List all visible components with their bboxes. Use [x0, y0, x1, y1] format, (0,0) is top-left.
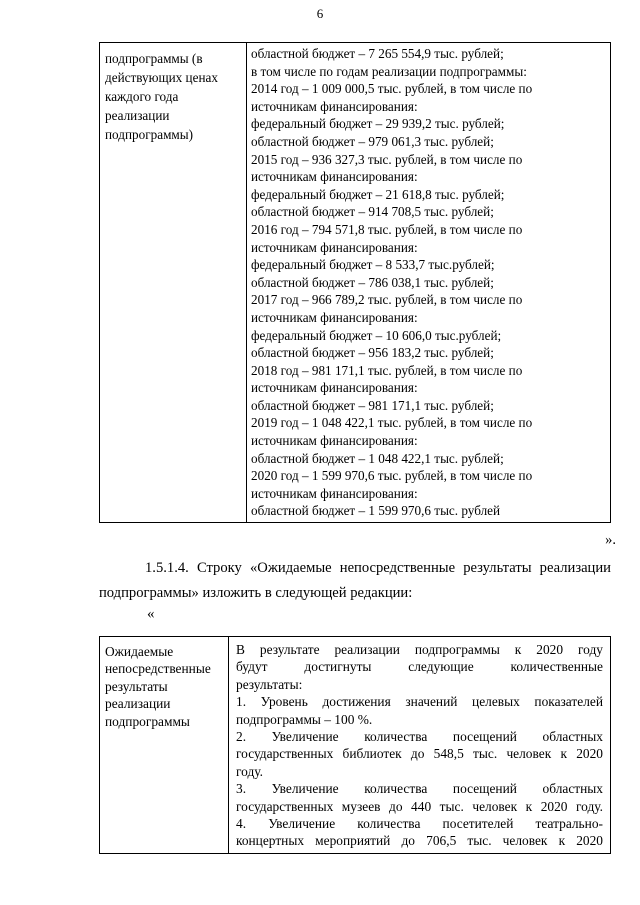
value-line: 2015 год – 936 327,3 тыс. рублей, в том числе по — [251, 151, 523, 167]
value-line: областной бюджет – 7 265 554,9 тыс. рублей; — [251, 46, 504, 61]
page-number: 6 — [316, 6, 324, 21]
label-line: подпрограммы) — [105, 127, 194, 142]
value-line: 2016 год – 794 571,8 тыс. рублей, в том числе по — [251, 221, 523, 237]
results-table — [99, 636, 611, 854]
amendment-paragraph: 1.5.1.4. Строку «Ожидаемые непосредственные результаты реализации подпрограммы» изложить в следующей редакции: — [99, 560, 611, 601]
value-line: источникам финансирования: — [251, 433, 418, 449]
value-line: источникам финансирования: — [251, 98, 418, 114]
value-line: федеральный бюджет – 10 606,0 тыс.рублей; — [251, 327, 502, 343]
table-row — [100, 43, 611, 523]
value-line: источникам финансирования: — [251, 485, 418, 501]
value-line: 2014 год – 1 009 000,5 тыс. рублей, в том числе по — [251, 81, 533, 97]
label-line: подпрограммы (в — [105, 51, 203, 66]
value-line: 2. Увеличение количества посещений областных — [236, 729, 603, 745]
value-line: 4. Увеличение количества посетителей театрально- — [236, 816, 603, 832]
value-line: источникам финансирования: — [251, 309, 418, 325]
value-line: государственных библиотек до 548,5 тыс. человек к 2020 — [236, 746, 603, 762]
label-line: результаты — [105, 678, 168, 694]
value-line: областной бюджет – 979 061,3 тыс. рублей; — [251, 133, 494, 149]
value-line: федеральный бюджет – 29 939,2 тыс. рублей; — [251, 116, 505, 132]
label-line: Ожидаемые — [105, 644, 174, 659]
value-line: областной бюджет – 786 038,1 тыс. рублей; — [251, 274, 494, 290]
results-label-cell — [100, 637, 229, 854]
value-line: 2019 год – 1 048 422,1 тыс. рублей, в том числе по — [251, 415, 533, 431]
value-line: 1. Уровень достижения значений целевых показателей — [236, 694, 603, 710]
label-line: каждого года — [105, 89, 179, 104]
label-line: непосредственные — [105, 661, 211, 677]
value-line: источникам финансирования: — [251, 380, 418, 396]
opening-quote: « — [147, 606, 155, 622]
value-line: концертных мероприятий до 706,5 тыс. человек к 2020 — [236, 833, 603, 849]
value-line: 2017 год – 966 789,2 тыс. рублей, в том числе по — [251, 292, 523, 308]
budget-value-cell — [247, 43, 611, 523]
value-line: федеральный бюджет – 21 618,8 тыс. рублей; — [251, 186, 505, 202]
label-line: реализации — [105, 108, 170, 123]
value-line: государственных музеев до 440 тыс. человек к 2020 году. — [236, 798, 603, 814]
value-line: областной бюджет – 956 183,2 тыс. рублей; — [251, 345, 494, 361]
value-line: федеральный бюджет – 8 533,7 тыс.рублей; — [251, 257, 495, 273]
results-value-cell — [229, 637, 611, 854]
closing-quote: ». — [605, 532, 616, 548]
label-line: действующих ценах — [105, 70, 218, 85]
value-line: 2018 год – 981 171,1 тыс. рублей, в том числе по — [251, 362, 523, 378]
value-line: результаты: — [236, 676, 303, 692]
table-row — [100, 637, 611, 854]
value-line: В результате реализации подпрограммы к 2020 году — [236, 642, 603, 657]
value-line: 3. Увеличение количества посещений областных — [236, 781, 603, 797]
value-line: году. — [236, 763, 263, 779]
value-line: областной бюджет – 981 171,1 тыс. рублей; — [251, 397, 494, 413]
budget-label-cell — [100, 43, 247, 523]
value-line: источникам финансирования: — [251, 239, 418, 255]
value-line: областной бюджет – 1 599 970,6 тыс. рублей — [251, 503, 501, 519]
value-line: в том числе по годам реализации подпрограммы: — [251, 63, 527, 79]
value-line: областной бюджет – 914 708,5 тыс. рублей; — [251, 204, 494, 220]
value-line: будут достигнуты следующие количественные — [236, 659, 603, 675]
value-line: 2020 год – 1 599 970,6 тыс. рублей, в том числе по — [251, 468, 533, 484]
value-line: подпрограммы – 100 %. — [236, 711, 373, 727]
label-line: реализации — [105, 696, 171, 712]
label-line: подпрограммы — [105, 713, 190, 729]
value-line: источникам финансирования: — [251, 169, 418, 185]
value-line: областной бюджет – 1 048 422,1 тыс. рублей; — [251, 450, 504, 466]
budget-table — [99, 42, 611, 523]
